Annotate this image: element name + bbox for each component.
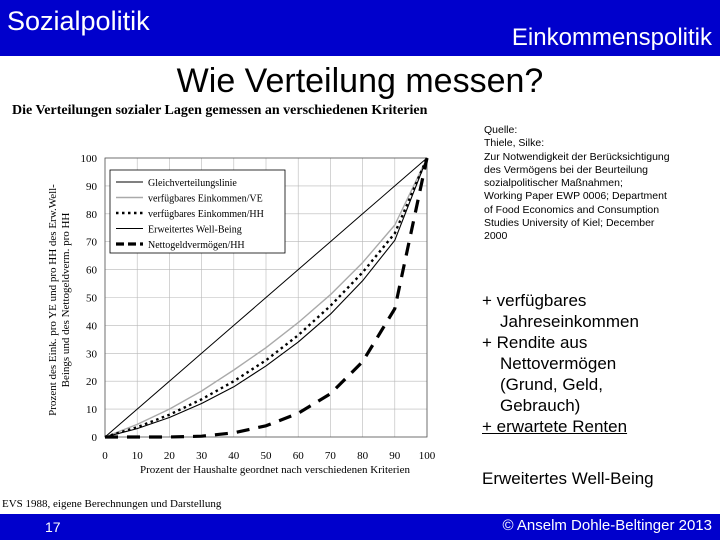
legend-label-2: verfügbares Einkommen/HH [148,209,264,220]
x-tick-label: 70 [324,450,336,462]
legend-label-1: verfügbares Einkommen/VE [148,193,263,205]
y-tick-label: 10 [86,404,97,417]
bullet-item: (Grund, Geld, [500,375,603,394]
x-tick-label: 60 [292,450,304,462]
x-tick-label: 80 [357,450,369,462]
y-tick-label: 100 [80,153,97,165]
y-tick-label: 30 [86,348,97,361]
header-subtopic: Einkommenspolitik [511,24,712,51]
y-tick-label: 80 [86,208,97,221]
x-tick-label: 0 [102,450,108,462]
source-line: sozialpolitischer Maßnahmen; [484,177,623,190]
x-tick-label: 20 [163,450,175,462]
x-tick-label: 10 [131,450,143,462]
chart-source-note: EVS 1988, eigene Berechnungen und Darstellung [2,498,222,510]
source-line: Zur Notwendigkeit der Berücksichtigung [484,150,670,163]
source-citation [484,124,716,244]
bullet-item: + verfügbares [482,291,587,310]
x-tick-label: 90 [389,450,401,462]
bullet-item: Jahreseinkommen [500,312,639,331]
footer-bar [0,514,720,540]
x-tick-label: 30 [196,450,208,462]
legend-label-4: Nettogeldvermögen/HH [148,240,245,251]
x-axis-label: Prozent der Haushalte geordnet nach verschiedenen Kriterien [140,464,410,476]
copyright-text: © Anselm Dohle-Beltinger 2013 [502,517,712,534]
y-tick-label: 0 [91,432,97,444]
bullet-item: + erwartete Renten [482,417,628,436]
source-line: des Vermögens bei der Beurteilung [484,163,649,176]
y-tick-label: 20 [86,376,97,389]
y-tick-label: 60 [86,264,97,277]
slide-number: 17 [45,519,61,535]
source-line: Quelle: [484,124,518,136]
source-line: 2000 [484,230,508,243]
source-line: of Food Economics and Consumption [484,203,660,216]
legend-label-3: Erweitertes Well-Being [148,224,242,236]
y-tick-label: 40 [86,320,97,333]
y-axis-label: Beings und des Nettogeldverm. pro HH [60,212,72,388]
bullet-item: Nettovermögen [500,354,617,373]
y-tick-label: 70 [86,236,97,249]
x-tick-label: 50 [260,450,272,462]
page-title: Wie Verteilung messen? [176,62,544,100]
header-topic: Sozialpolitik [7,6,150,36]
chart-title: Die Verteilungen sozialer Lagen gemessen an verschiedenen Kriterien [12,103,428,118]
x-tick-label: 100 [418,450,436,462]
source-line: Studies University of Kiel; December [484,217,655,230]
bullet-list [482,290,639,437]
bullet-item: + Rendite aus [482,333,588,352]
source-line: Working Paper EWP 0006; Department [484,190,667,203]
source-line: Thiele, Silke: [484,137,545,150]
y-axis-label: Prozent des Eink. pro YE und pro HH des Erw.Well- [47,184,59,416]
legend-label-0: Gleichverteilungslinie [148,178,237,189]
y-tick-label: 50 [86,292,97,305]
bullet-item: Gebrauch) [500,396,581,415]
x-tick-label: 40 [228,450,240,462]
wellbeing-label: Erweitertes Well-Being [482,469,654,488]
y-tick-label: 90 [86,180,97,193]
